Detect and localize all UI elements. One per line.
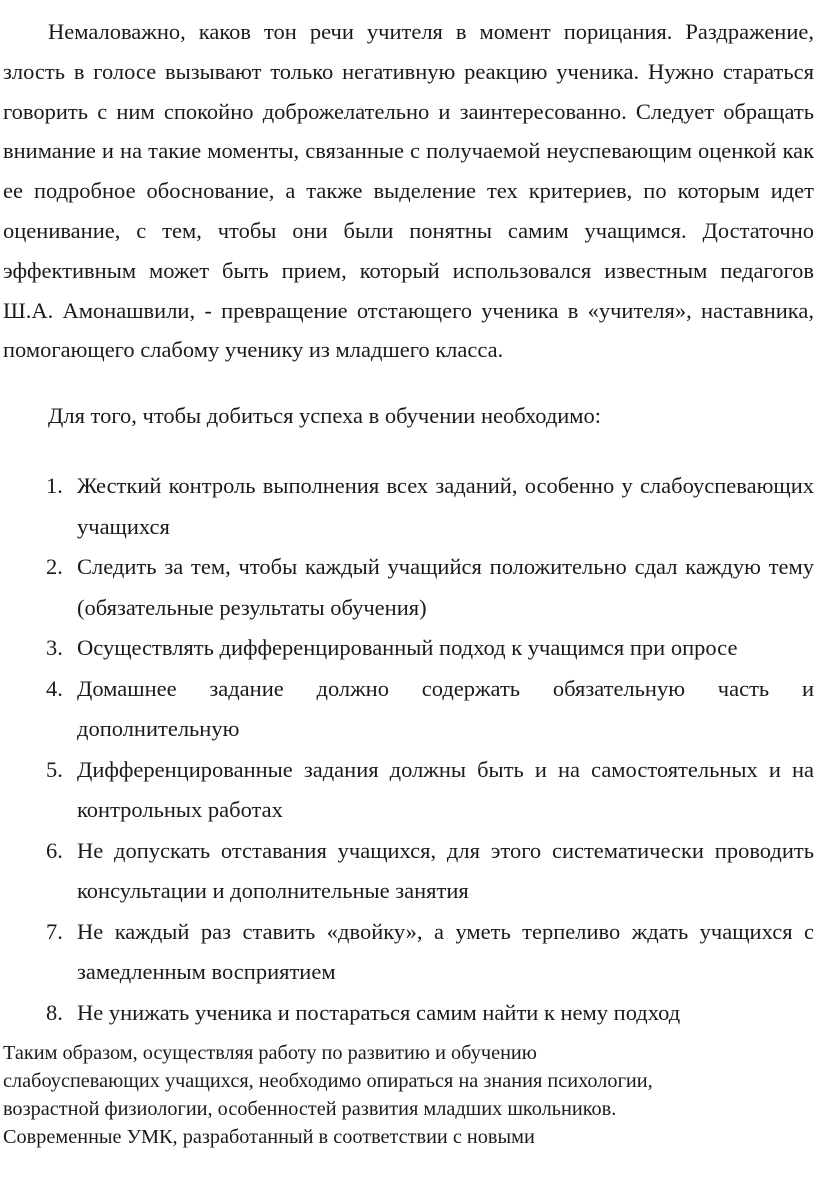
recommendations-list [3,466,814,1033]
list-item-number: 7. [46,918,63,944]
list-item [3,750,814,831]
body-paragraph: Немаловажно, каков тон речи учителя в момент порицания. Раздражение, злость в голосе вызывают только негативную реакцию ученика. Нужно стараться говорить с ним спокойно доброжелательно и заинтересованно. Следует обращать внимание и на такие моменты, связанные с получаемой неуспевающим оценкой как ее подробное обоснование, а также выделение тех критериев, по которым идет оценивание, с тем, чтобы они были понятны самим учащимся. Достаточно эффективным может быть прием, который использовался известным педагогов Ш.А. Амонашвили, - превращение отстающего ученика в «учителя», наставника, помогающего слабому ученику из младшего класса. [3,19,814,363]
list-item-number: 4. [46,675,63,701]
list-item-text: Не допускать отставания учащихся, для этого систематически проводить консультации и дополнительные занятия [77,837,814,904]
list-item [3,993,814,1034]
list-item-text: Не каждый раз ставить «двойку», а уметь терпеливо ждать учащихся с замедленным восприятием [77,918,814,985]
list-item [3,628,814,669]
list-item-text: Осуществлять дифференцированный подход к учащимся при опросе [77,635,738,661]
list-item-text: Жесткий контроль выполнения всех заданий, особенно у слабоуспевающих учащихся [77,473,814,539]
list-item [3,466,814,547]
list-item [3,547,814,628]
list-item-number: 5. [46,756,63,782]
list-item [3,831,814,912]
list-item-number: 6. [46,837,63,863]
list-intro: Для того, чтобы добиться успеха в обучении необходимо: [48,403,602,429]
closing-paragraph: Таким образом, осуществляя работу по развитию и обучению слабоуспевающих учащихся, необходимо опираться на знания психологии, возрастной физиологии, особенностей развития младших школьников. Современные УМК, разработанный в соответствии с новыми [3,1042,653,1149]
list-item-number: 2. [46,554,63,580]
list-item-text: Следить за тем, чтобы каждый учащийся положительно сдал каждую тему (обязательные результаты обучения) [77,554,814,620]
list-item-text: Дифференцированные задания должны быть и на самостоятельных и на контрольных работах [77,756,814,823]
list-item-number: 1. [46,473,63,499]
list-item-number: 3. [46,635,63,661]
list-item-text: Не унижать ученика и постараться самим найти к нему подход [77,999,681,1025]
list-item [3,669,814,750]
list-item-text: Домашнее задание должно содержать обязательную часть и дополнительную [77,675,814,742]
list-item-number: 8. [46,999,63,1025]
list-item [3,912,814,993]
